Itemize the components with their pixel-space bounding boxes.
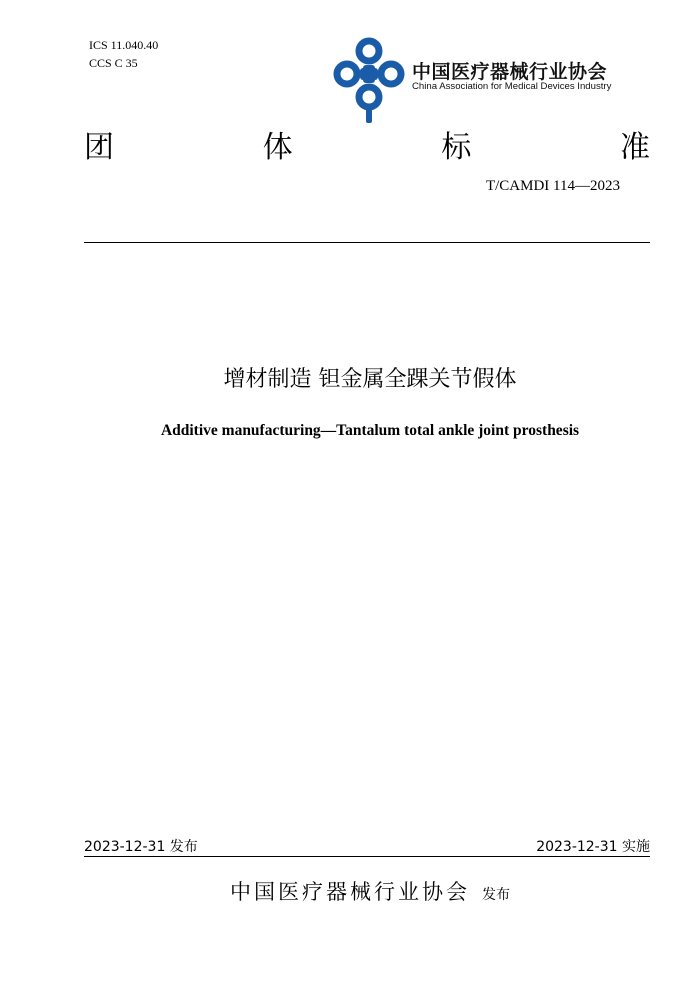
chinese-knot-logo-icon [330,35,408,123]
standard-type-char: 体 [262,130,293,165]
document-title-cn: 增材制造 钽金属全踝关节假体 [223,367,517,392]
bottom-divider [84,856,650,857]
standard-type-char: 准 [619,130,650,165]
standard-type [84,128,650,168]
document-title-en: Additive manufacturing—Tantalum total ankle joint prosthesis [160,422,580,439]
association-name-cn: 中国医疗器械行业协会 [412,61,608,83]
publisher-name: 中国医疗器械行业协会 [230,880,470,904]
ics-code: ICS 11.040.40 [89,38,159,52]
standard-type-char: 标 [441,130,472,165]
publish-word: 发布 [482,887,510,903]
ccs-code: CCS C 35 [89,56,138,70]
classification-codes [89,36,158,72]
standard-number: T/CAMDI 114—2023 [485,178,620,194]
association-logo [330,35,630,125]
standard-type-char: 团 [84,130,114,165]
publisher-line [0,876,700,906]
implement-date: 2023-12-31 实施 [536,839,650,855]
publish-date: 2023-12-31 发布 [84,839,198,855]
association-name-en: China Association for Medical Devices Industry [412,81,612,92]
top-divider [84,242,650,243]
